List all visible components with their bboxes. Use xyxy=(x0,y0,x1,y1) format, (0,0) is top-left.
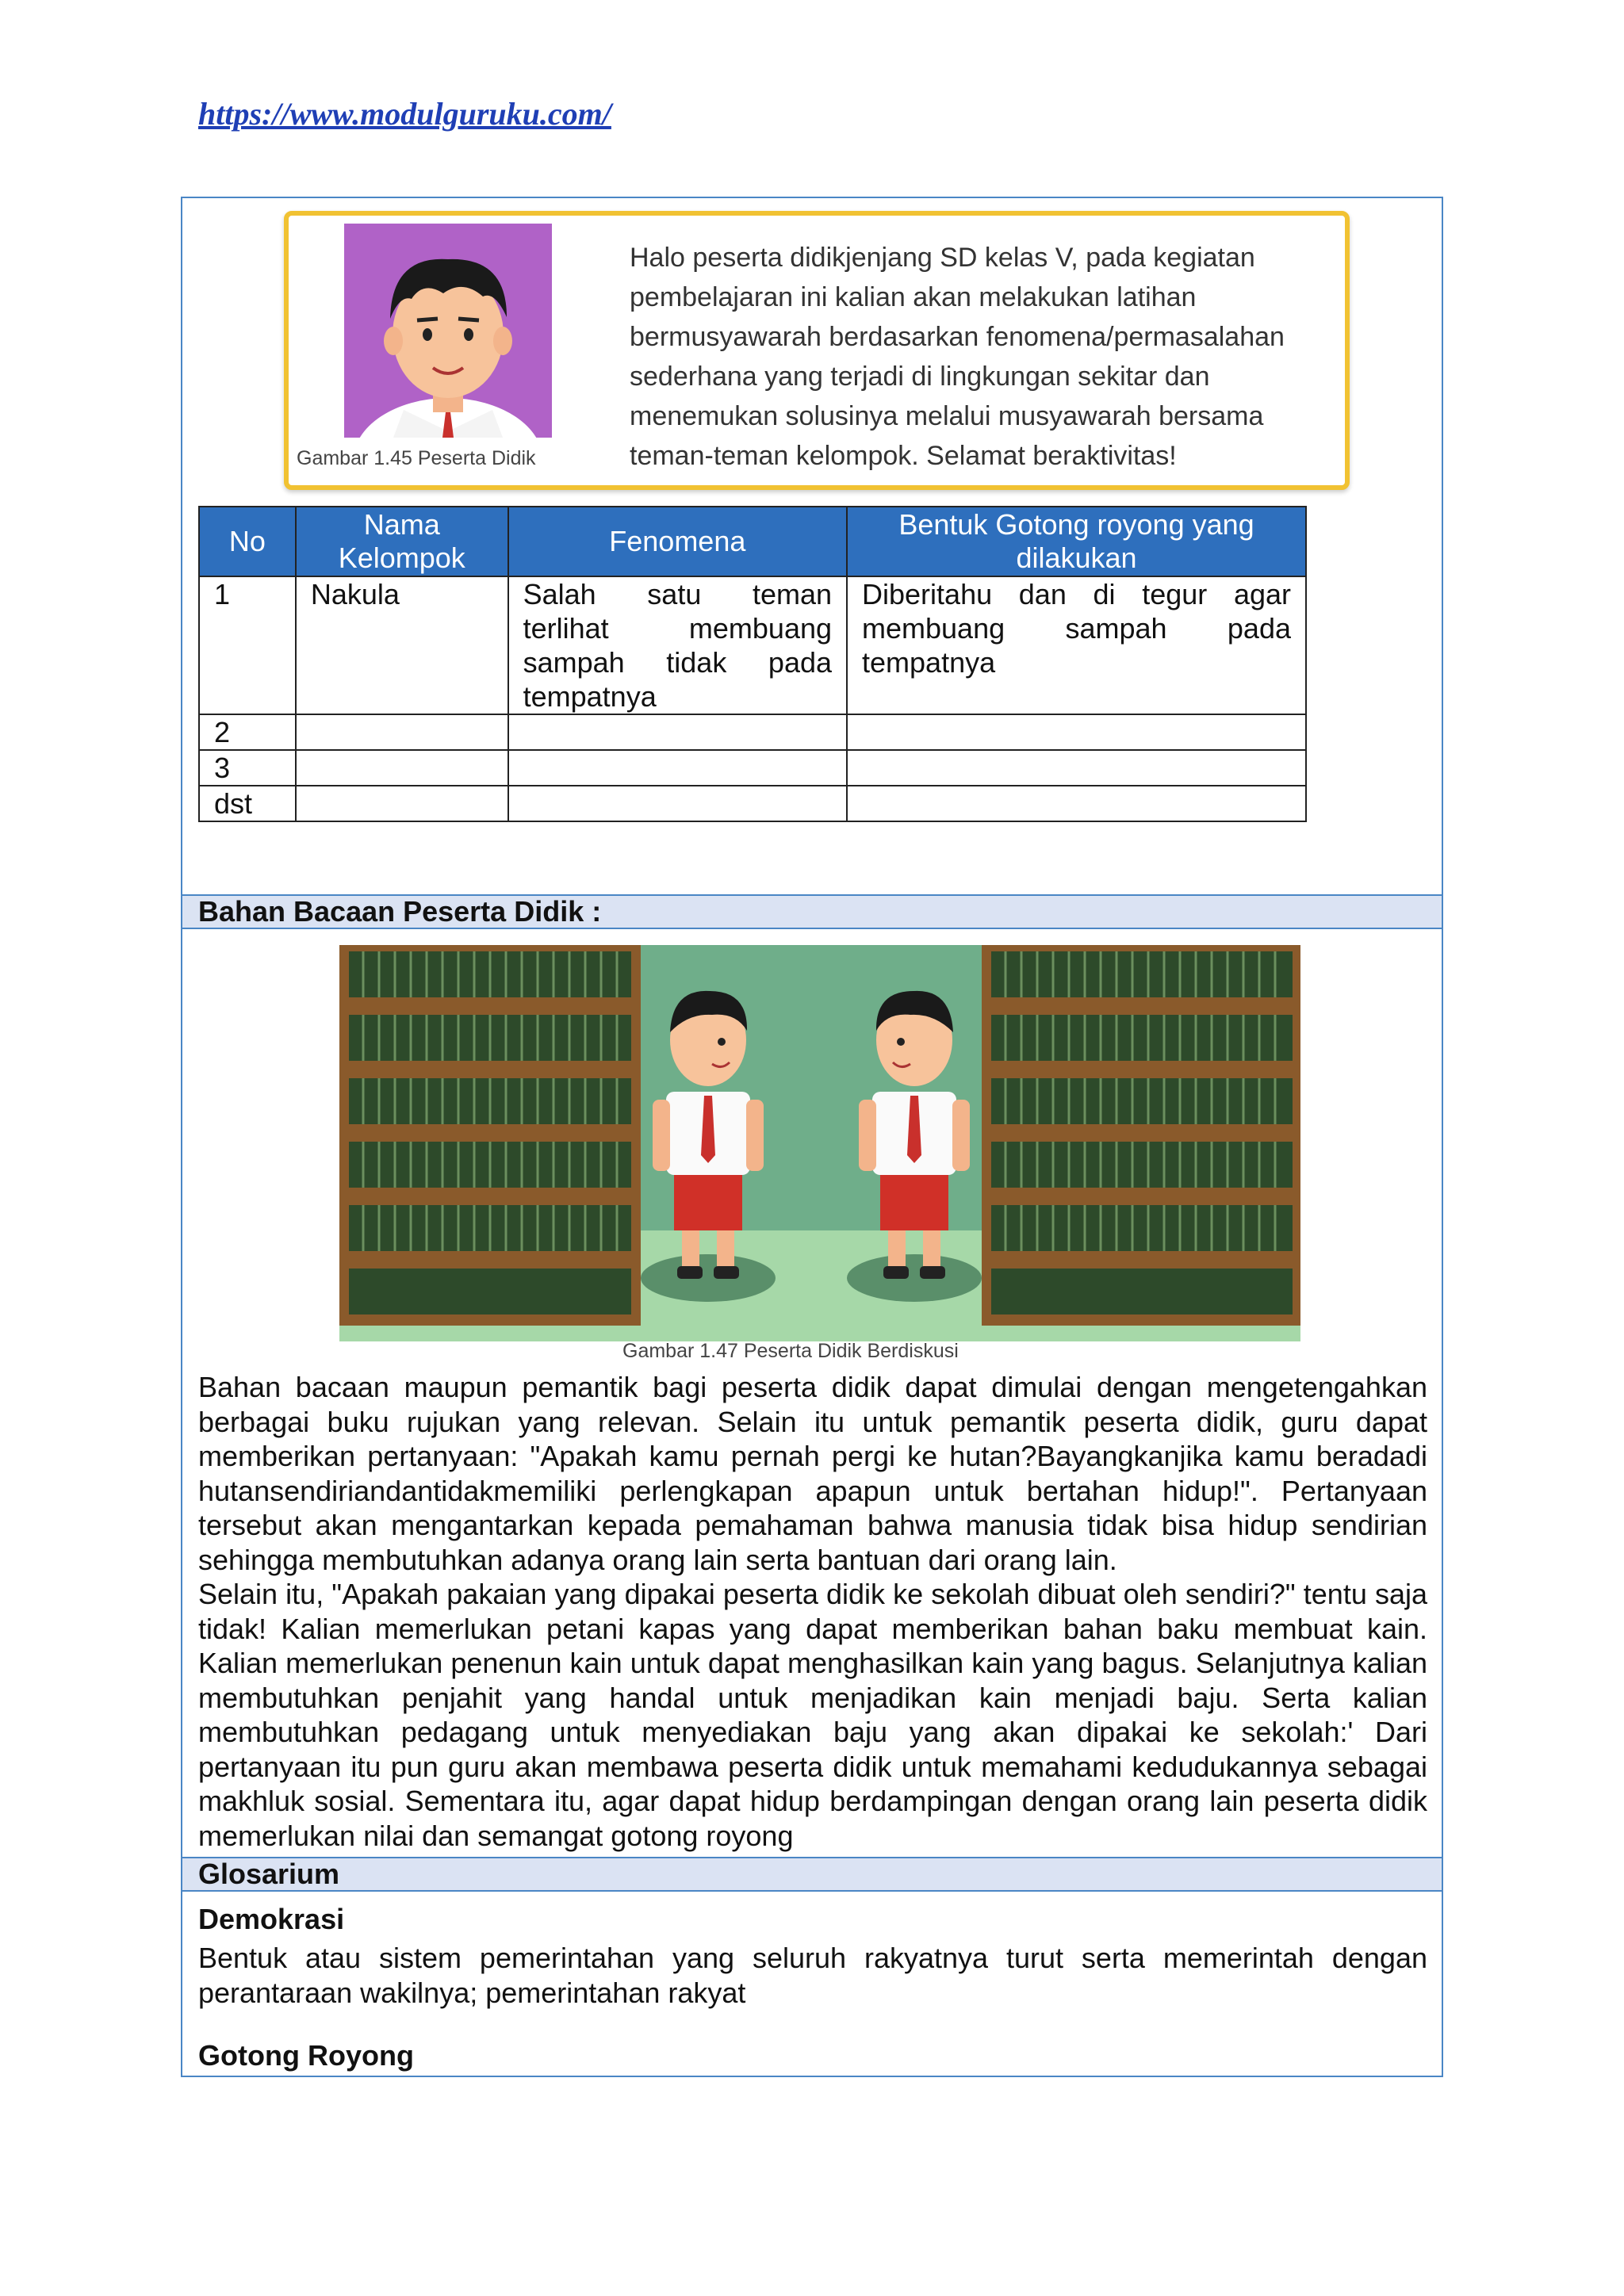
table-row xyxy=(199,576,1306,714)
glossary-definition-demokrasi: Bentuk atau sistem pemerintahan yang seluruh rakyatnya turut serta memerintah dengan perantaraan wakilnya; pemerintahan rakyat xyxy=(198,1942,1427,2009)
cell-fenomena: Salah satu teman terlihat membuang sampah tidak pada tempatnya xyxy=(508,576,847,714)
glossary-term-gotong-royong: Gotong Royong xyxy=(198,2039,414,2072)
cell-bentuk-gotong-royong: Diberitahu dan di tegur agar membuang sampah pada tempatnya xyxy=(847,576,1306,714)
cell-fenomena xyxy=(508,786,847,821)
reading-paragraph: Selain itu, "Apakah pakaian yang dipakai peserta didik ke sekolah dibuat oleh sendiri?" tentu saja tidak! Kalian memerlukan petani kapas yang dapat memberikan bahan baku membuat kain. Kalian memerlukan penenun kain untuk dapat menghasilkan kain yang bagus. Selanjutnya kalian membutuhkan penjahit yang handal untuk menjadikan kain menjadi baju. Serta kalian membutuhkan pedagang untuk menyediakan baju yang akan dipakai ke sekolah:' Dari pertanyaan itu pun guru akan membawa peserta didik untuk memahami kedudukannya sebagai makhluk sosial. Sementara itu, agar dapat hidup berdampingan dengan orang lain peserta didik memerlukan nilai dan semangat gotong royong xyxy=(198,1578,1427,1852)
cell-fenomena xyxy=(508,714,847,750)
cell-no: 3 xyxy=(199,750,296,786)
cell-no: 1 xyxy=(199,576,296,714)
table-row xyxy=(199,750,1306,786)
cell-nama-kelompok xyxy=(296,786,508,821)
intro-box xyxy=(284,211,1350,490)
glossary-heading: Glosarium xyxy=(182,1857,1442,1892)
cell-bentuk-gotong-royong xyxy=(847,786,1306,821)
cell-nama-kelompok xyxy=(296,714,508,750)
intro-image-caption: Gambar 1.45 Peserta Didik xyxy=(297,447,536,469)
col-header-bentuk-gotong-royong: Bentuk Gotong royong yang dilakukan xyxy=(847,507,1306,576)
table-header-row xyxy=(199,507,1306,576)
intro-text: Halo peserta didikjenjang SD kelas V, pada kegiatan pembelajaran ini kalian akan melakukan latihan bermusyawarah berdasarkan fenomena/permasalahan sederhana yang terjadi di lingkungan sekitar dan menemukan solusinya melalui musyawarah bersama teman-teman kelompok. Selamat beraktivitas! xyxy=(630,243,1285,471)
discussion-illustration xyxy=(339,945,1300,1341)
discussion-image-caption: Gambar 1.47 Peserta Didik Berdiskusi xyxy=(622,1340,959,1362)
student-portrait xyxy=(344,224,552,438)
col-header-nama-kelompok: Nama Kelompok xyxy=(296,507,508,576)
cell-no: dst xyxy=(199,786,296,821)
cell-bentuk-gotong-royong xyxy=(847,714,1306,750)
col-header-fenomena: Fenomena xyxy=(508,507,847,576)
cell-nama-kelompok: Nakula xyxy=(296,576,508,714)
lesson-frame xyxy=(181,197,1443,2077)
glossary-term-demokrasi: Demokrasi xyxy=(198,1903,345,1935)
table-row xyxy=(199,786,1306,821)
table-row xyxy=(199,714,1306,750)
cell-no: 2 xyxy=(199,714,296,750)
cell-nama-kelompok xyxy=(296,750,508,786)
col-header-no: No xyxy=(199,507,296,576)
reading-text xyxy=(198,1370,1427,1853)
reading-paragraph: Bahan bacaan maupun pemantik bagi peserta didik dapat dimulai dengan mengetengahkan berbagai buku rujukan yang relevan. Selain itu untuk pemantik peserta didik, guru dapat memberikan pertanyaan: "Apakah kamu pernah pergi ke hutan?Bayangkanjika kamu beradadi hutansendiriandantidakmemiliki perlengkapan apapun untuk bertahan hidup!". Pertanyaan tersebut akan mengantarkan kepada pemahaman bahwa manusia tidak bisa hidup sendirian sehingga membutuhkan adanya orang lain serta bantuan dari orang lain. xyxy=(198,1371,1427,1576)
cell-fenomena xyxy=(508,750,847,786)
cell-bentuk-gotong-royong xyxy=(847,750,1306,786)
reading-section-heading: Bahan Bacaan Peserta Didik : xyxy=(182,894,1442,929)
header-url[interactable]: https://www.modulguruku.com/ xyxy=(198,96,611,132)
activity-table xyxy=(198,506,1307,822)
